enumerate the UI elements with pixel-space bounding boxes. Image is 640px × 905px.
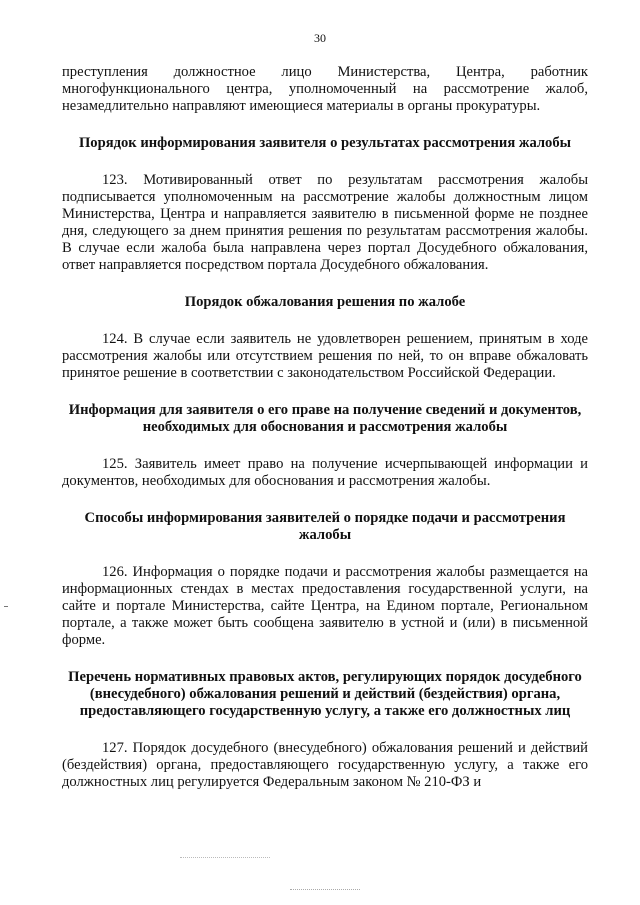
heading-informing-methods: Способы информирования заявителей о порядке подачи и рассмотрения жалобы <box>84 510 566 543</box>
paragraph-intro: преступления должностное лицо Министерства, Центра, работник многофункционального центра, уполномоченный на рассмотрение жалоб, незамедлительно направляют имеющиеся материалы в органы прокуратуры. <box>62 64 588 114</box>
heading-right-to-information: Информация для заявителя о его праве на получение сведений и документов, необходимых для обоснования и рассмотрения жалобы <box>68 402 582 435</box>
heading-appeal-order: Порядок обжалования решения по жалобе <box>184 294 466 310</box>
page-number: 30 <box>314 31 326 45</box>
heading-legal-acts-list: Перечень нормативных правовых актов, регулирующих порядок досудебного (внесудебного) обжалования решений и действий (бездействия) органа, предоставляющего государственную услугу, а также его должностных лиц <box>68 669 582 719</box>
scan-artifact <box>4 606 8 607</box>
scan-artifact-footer <box>180 857 270 860</box>
paragraph-127: 127. Порядок досудебного (внесудебного) обжалования решений и действий (бездействия) органа, предоставляющего государственную услугу, а также его должностных лиц регулируется Федеральным законом № 210-ФЗ и <box>62 740 588 790</box>
paragraph-123: 123. Мотивированный ответ по результатам рассмотрения жалобы подписывается уполномоченным на рассмотрение жалобы должностным лицом Министерства, Центра и направляется заявителю в письменной форме не позднее дня, следующего за днем принятия решения по результатам рассмотрения жалобы. В случае если жалоба была направлена через портал Досудебного обжалования, ответ направляется посредством портала Досудебного обжалования. <box>62 172 588 273</box>
paragraph-126: 126. Информация о порядке подачи и рассмотрения жалобы размещается на информационных стендах в местах предоставления государственной услуги, на сайте и портале Министерства, сайте Центра, на Едином портале, Региональном портале, а также может быть сообщена заявителю в устной и (или) в письменной форме. <box>62 564 588 648</box>
paragraph-124: 124. В случае если заявитель не удовлетворен решением, принятым в ходе рассмотрения жалобы или отсутствием решения по ней, то он вправе обжаловать принятое решение в соответствии с законодательством Российской Федерации. <box>62 331 588 381</box>
document-body <box>62 64 588 791</box>
scan-artifact-footer-2 <box>290 889 360 892</box>
paragraph-125: 125. Заявитель имеет право на получение исчерпывающей информации и документов, необходимых для обоснования и рассмотрения жалобы. <box>62 456 588 489</box>
heading-informing-result: Порядок информирования заявителя о результатах рассмотрения жалобы <box>78 135 572 151</box>
